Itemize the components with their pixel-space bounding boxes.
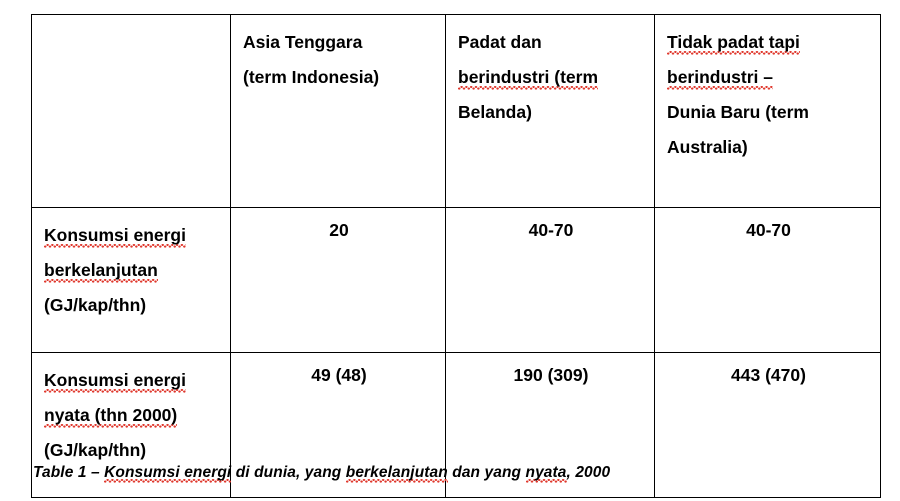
header-line: Belanda) bbox=[458, 102, 532, 122]
cell-value: 443 (470) bbox=[655, 353, 881, 498]
spellcheck-word: berkelanjutan bbox=[44, 260, 158, 283]
header-line bbox=[667, 25, 870, 60]
spellcheck-word: Tidak padat tapi bbox=[667, 32, 800, 55]
label-line bbox=[44, 363, 220, 398]
row-label-konsumsi-berkelanjutan bbox=[32, 208, 231, 353]
header-line: (term Indonesia) bbox=[243, 67, 380, 87]
caption-text: , 2000 bbox=[566, 464, 611, 481]
header-cell-empty bbox=[32, 15, 231, 208]
label-line bbox=[44, 218, 220, 253]
spellcheck-word: Konsumsi energi bbox=[44, 370, 186, 393]
cell-value: 190 (309) bbox=[446, 353, 655, 498]
caption-text: dan yang bbox=[447, 464, 526, 481]
caption-prefix: Table 1 – bbox=[33, 464, 105, 481]
label-line bbox=[44, 253, 220, 288]
label-line bbox=[44, 398, 220, 433]
header-line: Dunia Baru (term bbox=[667, 102, 809, 122]
table-header-row bbox=[32, 15, 881, 208]
spellcheck-word: Konsumsi energi bbox=[104, 464, 232, 481]
header-cell-padat-berindustri bbox=[446, 15, 655, 208]
caption-text: di dunia, yang bbox=[231, 464, 346, 481]
header-line: Asia Tenggara bbox=[243, 32, 363, 52]
header-cell-tidak-padat-berindustri bbox=[655, 15, 881, 208]
spellcheck-word: nyata (thn 2000) bbox=[44, 405, 177, 428]
label-line: (GJ/kap/thn) bbox=[44, 440, 147, 460]
header-line: Australia) bbox=[667, 137, 748, 157]
cell-value: 20 bbox=[231, 208, 446, 353]
header-cell-asia-tenggara bbox=[231, 15, 446, 208]
spellcheck-word: berindustri (term bbox=[458, 67, 598, 90]
spellcheck-word: berkelanjutan bbox=[345, 464, 448, 481]
label-line: (GJ/kap/thn) bbox=[44, 295, 147, 315]
cell-value: 49 (48) bbox=[231, 353, 446, 498]
cell-value: 40-70 bbox=[655, 208, 881, 353]
header-line bbox=[458, 60, 644, 95]
spellcheck-word: berindustri – bbox=[667, 67, 773, 90]
table-row bbox=[32, 208, 881, 353]
cell-value: 40-70 bbox=[446, 208, 655, 353]
table-caption bbox=[33, 464, 610, 482]
spellcheck-word: nyata bbox=[525, 464, 567, 481]
header-line: Padat dan bbox=[458, 32, 542, 52]
energy-consumption-table bbox=[31, 14, 881, 498]
spellcheck-word: Konsumsi energi bbox=[44, 225, 186, 248]
header-line bbox=[667, 60, 870, 95]
